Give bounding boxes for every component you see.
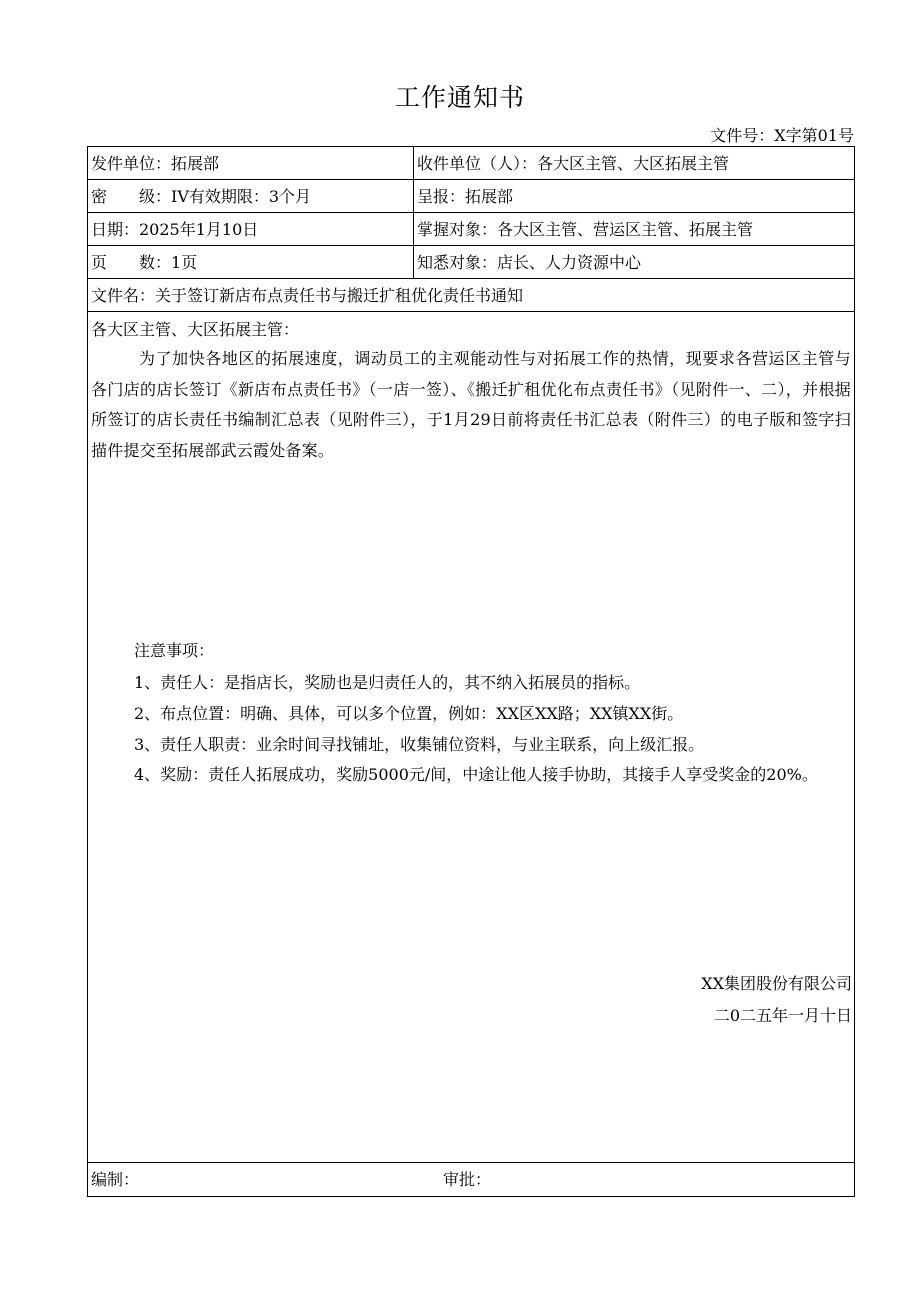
security-level: 密 级：IV有效期限：3个月 — [88, 180, 414, 212]
main-paragraph: 为了加快各地区的拓展速度，调动员工的主观能动性与对拓展工作的热情，现要求各营运区主管与各门店的店长签订《新店布点责任书》（一店一签）、《搬迁扩租优化布点责任书》（见附件一、二），并根据所签订的店长责任书编制汇总表（见附件三），于1月29日前将责任书汇总表（附件三）的电子版和签字扫描件提交至拓展部武云霞处备案。 — [91, 349, 851, 460]
document-number: 文件号：X字第01号 — [710, 126, 854, 145]
document-title: 工作通知书 — [394, 83, 525, 112]
note-item-4: 4、奖励：责任人拓展成功，奖励5000元/间，中途让他人接手协助，其接手人享受奖金的20%。 — [134, 765, 818, 784]
approved-by-label: 审批： — [443, 1170, 492, 1189]
file-name: 文件名：关于签订新店布点责任书与搬迁扩租优化责任书通知 — [91, 286, 524, 305]
note-item-2: 2、布点位置：明确、具体，可以多个位置，例如：XX区XX路；XX镇XX街。 — [134, 704, 684, 723]
recipient-unit: 收件单位（人）：各大区主管、大区拓展主管 — [417, 154, 730, 173]
sender-unit: 发件单位：拓展部 — [88, 147, 414, 179]
note-item-3: 3、责任人职责：业余时间寻找铺址，收集铺位资料，与业主联系，向上级汇报。 — [134, 735, 705, 754]
notes-heading: 注意事项： — [134, 641, 215, 660]
table-row — [88, 147, 854, 180]
page-count: 页 数：1页 — [88, 246, 414, 278]
table-row — [88, 213, 854, 246]
table-row — [88, 246, 854, 279]
signing-date: 二0二五年一月十日 — [713, 1006, 852, 1025]
issue-date: 日期：2025年1月10日 — [88, 213, 414, 245]
aware-audience: 知悉对象：店长、人力资源中心 — [417, 253, 642, 272]
signature-row — [88, 1163, 854, 1196]
prepared-by-label: 编制： — [91, 1170, 140, 1189]
notice-body — [88, 312, 854, 1163]
table-row — [88, 180, 854, 213]
report-to: 呈报：拓展部 — [417, 187, 514, 206]
note-item-1: 1、责任人：是指店长，奖励也是归责任人的，其不纳入拓展员的指标。 — [134, 673, 641, 692]
company-name: XX集团股份有限公司 — [701, 974, 852, 993]
table-row — [88, 279, 854, 312]
salutation: 各大区主管、大区拓展主管： — [91, 320, 300, 339]
master-audience: 掌握对象：各大区主管、营运区主管、拓展主管 — [417, 220, 754, 239]
notice-table — [87, 146, 855, 1197]
